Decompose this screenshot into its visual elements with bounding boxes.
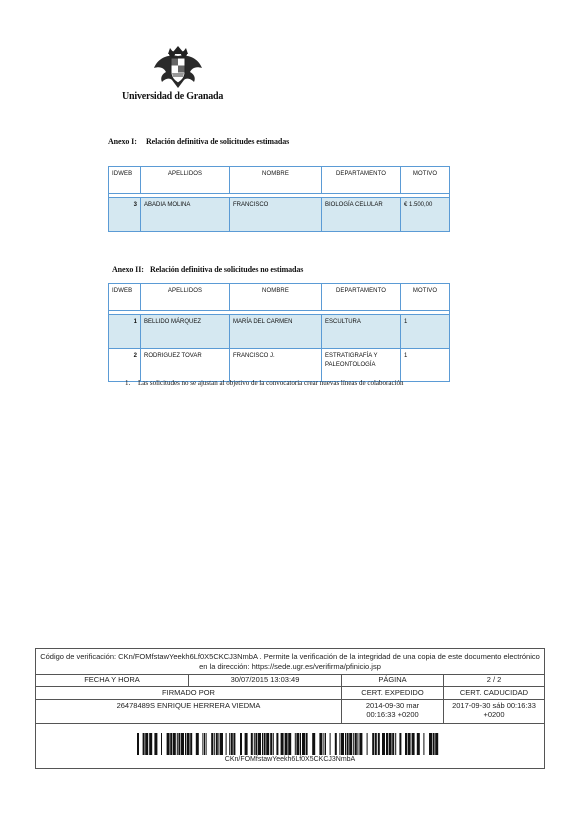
annex-1-number: Anexo I: [108,137,137,146]
verification-code-text: Código de verificación: CKn/FOMfstawYeekh6Lf0X5CKCJ3NmbA . Permite la verificación de la integridad de una copia de este documento electrónico en la dirección: https://sede.ugr.es/verifirma/pfinicio.jsp [40,652,540,671]
caducidad-value: 2017-09-30 sáb 00:16:33 +0200 [452,701,536,719]
expedido-label: CERT. EXPEDIDO [342,686,444,699]
footnote-text: Las solicitudes no se ajustan al objetivo de la convocatoria crear nuevas líneas de colaboración [138,379,404,387]
annex-1-table [108,166,450,232]
annex-1-title: Relación definitiva de solicitudes estimadas [146,137,290,146]
cell-nombre: MARÍA DEL CARMEN [230,315,322,349]
verification-code-row [36,649,544,675]
cell-departamento: ESCULTURA [322,315,401,349]
cell-departamento: ESTRATIGRAFÍA Y PALEONTOLOGÍA [322,349,401,382]
column-header-departamento: DEPARTAMENTO [322,167,401,194]
table-header-row [109,167,450,194]
table-row [109,198,450,232]
cell-nombre: FRANCISCO J. [230,349,322,382]
fecha-value: 30/07/2015 13:03:49 [189,674,342,686]
verification-box [35,648,545,769]
column-header-nombre: NOMBRE [230,167,322,194]
column-header-departamento: DEPARTAMENTO [322,284,401,311]
cell-idweb: 3 [109,198,141,232]
cell-nombre: FRANCISCO [230,198,322,232]
expedido-value: 2014-09-30 mar 00:16:33 +0200 [342,699,444,723]
table-header-row [109,284,450,311]
table-row [109,315,450,349]
cell-motivo: 1 [401,315,450,349]
column-header-apellidos: APELLIDOS [141,284,230,311]
cell-apellidos: ABADIA MOLINA [141,198,230,232]
cell-motivo: € 1.500,00 [401,198,450,232]
firmante-value: 26478489S ENRIQUE HERRERA VIEDMA [36,699,342,723]
pagina-label: PÁGINA [342,674,444,686]
university-name: Universidad de Granada [122,91,224,102]
pagina-value: 2 / 2 [486,675,502,684]
firmado-label: FIRMADO POR [36,686,342,699]
cell-idweb: 1 [109,315,141,349]
cell-departamento: BIOLOGÍA CELULAR [322,198,401,232]
signature-value-row [36,699,544,724]
table-row [109,349,450,382]
footnote-marker: 1. [125,379,131,387]
barcode-icon [137,733,441,755]
signature-header-row [36,686,544,700]
barcode-text: CKn/FOMfstawYeekh6Lf0X5CKCJ3NmbA [224,756,356,763]
caducidad-label: CERT. CADUCIDAD [459,688,529,697]
cell-idweb: 2 [109,349,141,382]
column-header-motivo: MOTIVO [401,284,450,311]
cell-motivo: 1 [401,349,450,382]
annex-1-heading [108,137,289,146]
column-header-idweb: IDWEB [109,284,141,311]
column-header-apellidos: APELLIDOS [141,167,230,194]
annex-2-number: Anexo II: [112,265,144,274]
annex-2-title: Relación definitiva de solicitudes no estimadas [150,265,304,274]
column-header-motivo: MOTIVO [401,167,450,194]
fecha-label: FECHA Y HORA [36,674,189,686]
cell-apellidos: BELLIDO MÁRQUEZ [141,315,230,349]
column-header-idweb: IDWEB [109,167,141,194]
annex-2-table [108,283,450,382]
column-header-nombre: NOMBRE [230,284,322,311]
cell-apellidos: RODRIGUEZ TOVAR [141,349,230,382]
university-coat-of-arms-icon [148,44,208,92]
annex-2-heading [112,265,303,274]
